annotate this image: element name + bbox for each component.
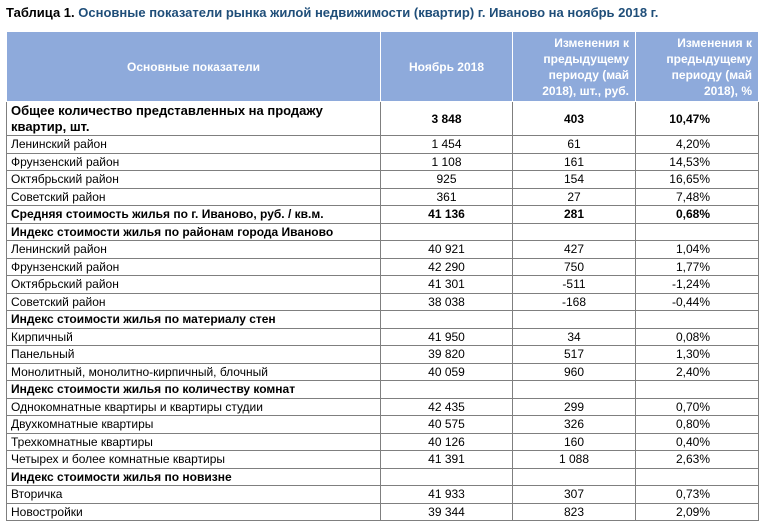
header-change-absolute: Изменения к предыдущему периоду (май 2018), шт., руб.: [513, 32, 636, 102]
row-label: Октябрьский район: [7, 171, 381, 189]
table-row: [7, 258, 759, 276]
row-change-abs: 27: [513, 188, 636, 206]
row-change-abs: 403: [513, 102, 636, 136]
row-value: [381, 468, 513, 486]
row-label: Средняя стоимость жилья по г. Иваново, руб. / кв.м.: [7, 206, 381, 224]
row-value: 42 435: [381, 398, 513, 416]
header-november-2018: Ноябрь 2018: [381, 32, 513, 102]
row-value: 41 933: [381, 486, 513, 504]
caption-title: Основные показатели рынка жилой недвижимости (квартир) г. Иваново на ноябрь 2018 г.: [78, 5, 659, 20]
table-row: [7, 503, 759, 521]
row-change-abs: 427: [513, 241, 636, 259]
row-change-abs: 154: [513, 171, 636, 189]
table-row: [7, 171, 759, 189]
section-label: Индекс стоимости жилья по количеству комнат: [7, 381, 381, 399]
row-change-abs: 160: [513, 433, 636, 451]
table-row: [7, 486, 759, 504]
table-row: [7, 398, 759, 416]
row-change-abs: -168: [513, 293, 636, 311]
row-label: Ленинский район: [7, 241, 381, 259]
row-change-pct: 10,47%: [636, 102, 759, 136]
row-change-pct: -0,44%: [636, 293, 759, 311]
row-value: 41 136: [381, 206, 513, 224]
row-value: 361: [381, 188, 513, 206]
row-change-abs: 326: [513, 416, 636, 434]
row-label: Новостройки: [7, 503, 381, 521]
section-row: [7, 311, 759, 329]
row-change-pct: 0,70%: [636, 398, 759, 416]
market-indicators-table: [6, 31, 759, 521]
table-row: [7, 276, 759, 294]
row-label: Монолитный, монолитно-кирпичный, блочный: [7, 363, 381, 381]
table-row: [7, 102, 759, 136]
row-label: Октябрьский район: [7, 276, 381, 294]
row-label: Однокомнатные квартиры и квартиры студии: [7, 398, 381, 416]
row-value: 40 575: [381, 416, 513, 434]
row-value: [381, 311, 513, 329]
row-change-pct: 16,65%: [636, 171, 759, 189]
row-change-abs: 960: [513, 363, 636, 381]
row-change-pct: 7,48%: [636, 188, 759, 206]
row-change-abs: 307: [513, 486, 636, 504]
row-change-pct: [636, 468, 759, 486]
row-change-abs: 517: [513, 346, 636, 364]
header-change-percent: Изменения к предыдущему периоду (май 2018), %: [636, 32, 759, 102]
row-value: 925: [381, 171, 513, 189]
row-change-pct: 0,68%: [636, 206, 759, 224]
row-change-abs: [513, 223, 636, 241]
section-label: Индекс стоимости жилья по материалу стен: [7, 311, 381, 329]
row-change-abs: 281: [513, 206, 636, 224]
row-label: Советский район: [7, 188, 381, 206]
row-label: Четырех и более комнатные квартиры: [7, 451, 381, 469]
table-row: [7, 363, 759, 381]
row-change-abs: [513, 381, 636, 399]
row-change-pct: -1,24%: [636, 276, 759, 294]
row-value: 41 950: [381, 328, 513, 346]
row-value: 39 820: [381, 346, 513, 364]
row-change-pct: 0,80%: [636, 416, 759, 434]
section-label: Индекс стоимости жилья по новизне: [7, 468, 381, 486]
row-label: Фрунзенский район: [7, 258, 381, 276]
row-change-pct: 4,20%: [636, 136, 759, 154]
row-change-pct: 0,40%: [636, 433, 759, 451]
table-row: [7, 153, 759, 171]
table-row: [7, 433, 759, 451]
row-value: 3 848: [381, 102, 513, 136]
row-change-pct: 2,40%: [636, 363, 759, 381]
section-row: [7, 223, 759, 241]
row-label: Ленинский район: [7, 136, 381, 154]
table-row: [7, 293, 759, 311]
row-change-abs: 1 088: [513, 451, 636, 469]
row-change-abs: 61: [513, 136, 636, 154]
row-change-pct: 0,08%: [636, 328, 759, 346]
row-change-pct: 1,30%: [636, 346, 759, 364]
table-row: [7, 188, 759, 206]
row-change-abs: -511: [513, 276, 636, 294]
row-change-pct: 14,53%: [636, 153, 759, 171]
table-row: [7, 328, 759, 346]
row-value: 1 108: [381, 153, 513, 171]
row-value: 41 391: [381, 451, 513, 469]
row-change-pct: 1,04%: [636, 241, 759, 259]
row-label: Советский район: [7, 293, 381, 311]
row-label: Вторичка: [7, 486, 381, 504]
row-label: Фрунзенский район: [7, 153, 381, 171]
table-row: [7, 136, 759, 154]
row-label: Трехкомнатные квартиры: [7, 433, 381, 451]
row-change-pct: 2,63%: [636, 451, 759, 469]
row-change-pct: [636, 223, 759, 241]
row-change-abs: [513, 468, 636, 486]
table-caption: [6, 4, 658, 21]
row-change-abs: 161: [513, 153, 636, 171]
row-change-pct: [636, 311, 759, 329]
row-change-abs: 823: [513, 503, 636, 521]
table-row: [7, 416, 759, 434]
row-value: 42 290: [381, 258, 513, 276]
row-value: 38 038: [381, 293, 513, 311]
row-label: Общее количество представленных на продажу квартир, шт.: [7, 102, 381, 136]
section-row: [7, 381, 759, 399]
row-value: 41 301: [381, 276, 513, 294]
table-row: [7, 451, 759, 469]
row-value: 40 126: [381, 433, 513, 451]
row-change-pct: 1,77%: [636, 258, 759, 276]
section-label: Индекс стоимости жилья по районам города Иваново: [7, 223, 381, 241]
header-indicators: Основные показатели: [7, 32, 381, 102]
row-change-pct: 2,09%: [636, 503, 759, 521]
table-row: [7, 346, 759, 364]
row-label: Панельный: [7, 346, 381, 364]
row-change-abs: 34: [513, 328, 636, 346]
row-change-pct: 0,73%: [636, 486, 759, 504]
row-value: 39 344: [381, 503, 513, 521]
row-value: 1 454: [381, 136, 513, 154]
row-value: 40 059: [381, 363, 513, 381]
row-label: Кирпичный: [7, 328, 381, 346]
row-value: [381, 381, 513, 399]
table-header-row: [7, 32, 759, 102]
row-change-pct: [636, 381, 759, 399]
row-change-abs: 750: [513, 258, 636, 276]
table-row: [7, 206, 759, 224]
row-change-abs: [513, 311, 636, 329]
row-label: Двухкомнатные квартиры: [7, 416, 381, 434]
caption-prefix: Таблица 1.: [6, 5, 75, 20]
row-value: [381, 223, 513, 241]
section-row: [7, 468, 759, 486]
row-value: 40 921: [381, 241, 513, 259]
row-change-abs: 299: [513, 398, 636, 416]
table-row: [7, 241, 759, 259]
